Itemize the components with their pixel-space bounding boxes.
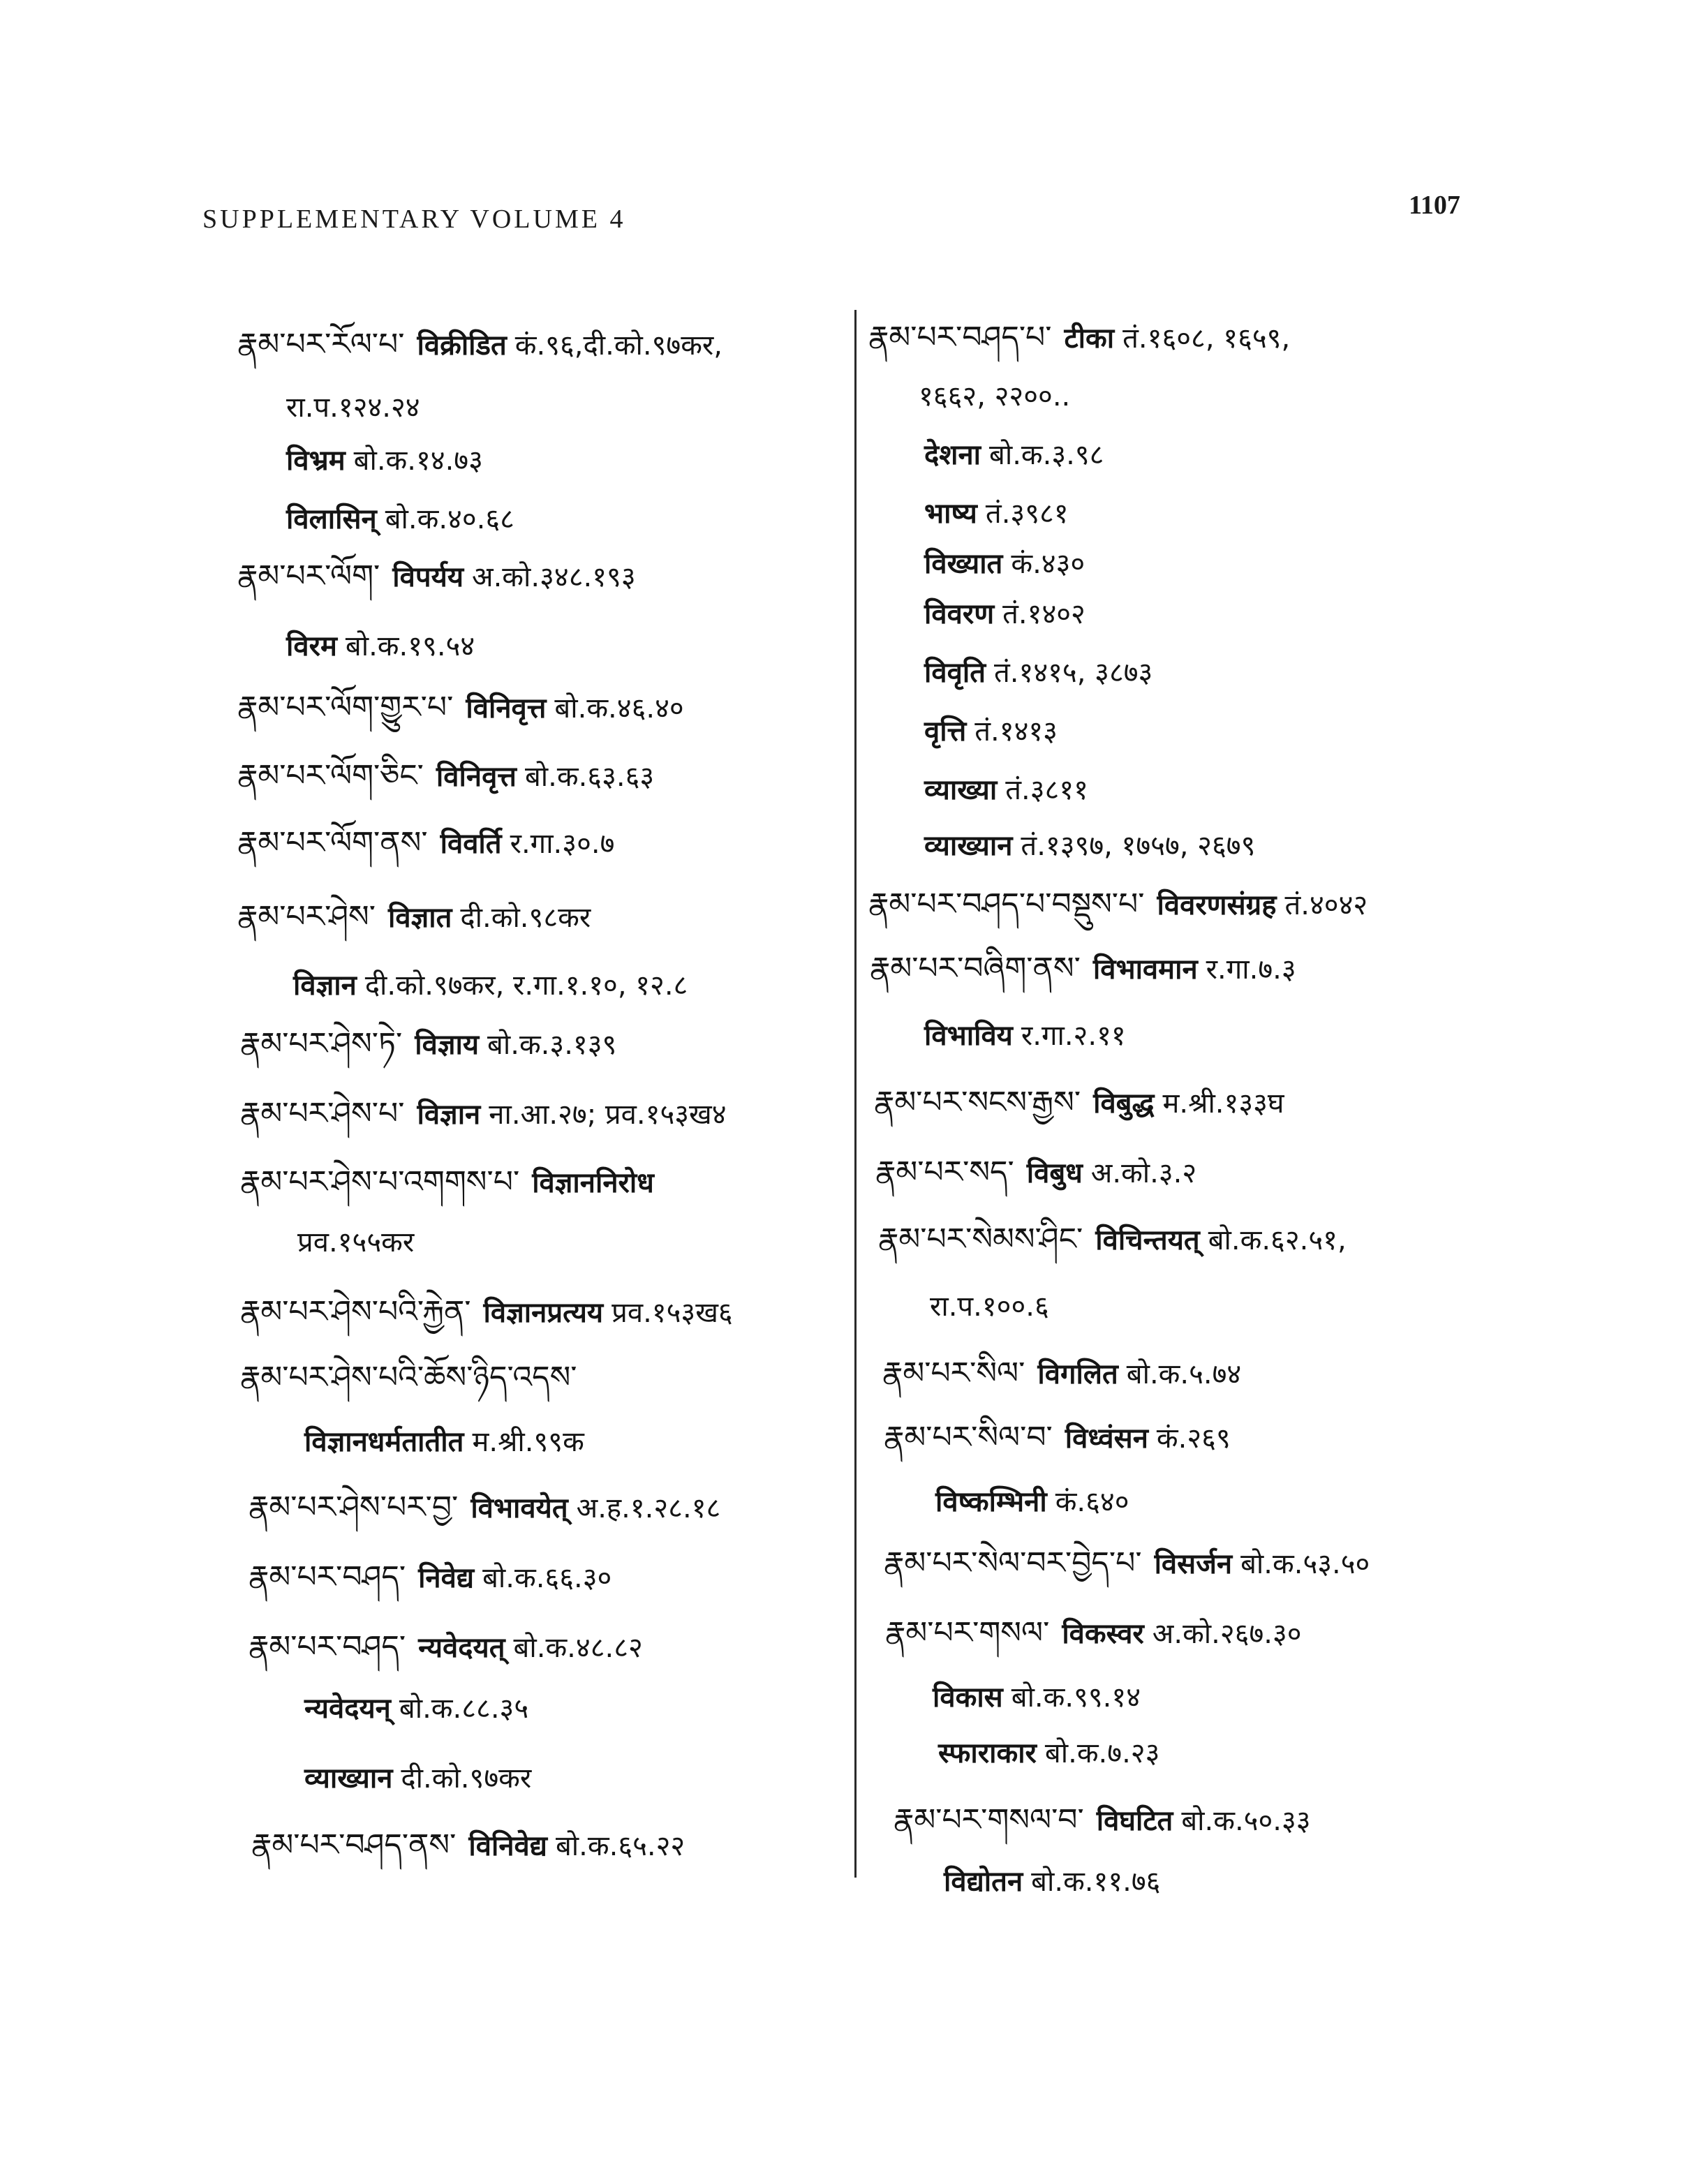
source-reference: बो.क.३.९८ (989, 439, 1104, 471)
dictionary-entry (240, 1293, 733, 1332)
source-reference: दी.को.९८कर (460, 902, 591, 934)
tibetan-headword: རྣམ་པར་ཤེས་ཏེ་ (240, 1026, 403, 1062)
sanskrit-term: भाष्य (924, 498, 977, 530)
source-reference: बो.क.५.७४ (1126, 1358, 1242, 1390)
tibetan-headword: རྣམ་པར་སིལ་ (882, 1355, 1025, 1391)
sanskrit-term: विलासिन् (286, 503, 377, 535)
tibetan-headword: རྣམ་པར་ཤེས་པར་བྱ་ (249, 1490, 459, 1525)
entry-continuation (286, 388, 420, 427)
sanskrit-term: विभ्रम (286, 445, 346, 477)
sanskrit-term: विरम (286, 630, 337, 662)
sanskrit-term: विज्ञात (388, 902, 452, 934)
entry-continuation (286, 627, 475, 666)
entry-continuation (924, 826, 1255, 866)
dictionary-entry (237, 688, 684, 727)
source-reference: अ.को.३.२ (1090, 1157, 1197, 1189)
tibetan-headword: རྣམ་པར་ཤེས་ (237, 899, 376, 935)
sanskrit-term: विज्ञानप्रत्यय (483, 1297, 604, 1329)
dictionary-entry (878, 1220, 1347, 1259)
tibetan-headword: རྣམ་པར་བཤད་པ་བསྡུས་པ་ (868, 886, 1145, 922)
sanskrit-term: विघटित (1096, 1805, 1173, 1837)
source-reference: दी.को.९७कर (401, 1762, 532, 1795)
sanskrit-term: निवेद्य (418, 1562, 475, 1594)
sanskrit-term: विनिवृत्त (466, 692, 547, 725)
source-reference: र.गा.७.३ (1206, 953, 1296, 986)
dictionary-entry (868, 318, 1290, 357)
sanskrit-term: विज्ञाननिरोध (532, 1167, 654, 1199)
dictionary-entry (237, 557, 636, 596)
entry-continuation (304, 1759, 531, 1798)
entry-continuation (924, 712, 1058, 751)
source-reference: तं.४०४२ (1284, 889, 1368, 921)
source-reference: बो.क.५३.५० (1240, 1548, 1370, 1580)
entry-continuation (944, 1862, 1160, 1901)
tibetan-headword: རྣམ་པར་སེམས་ཤིང་ (878, 1221, 1083, 1257)
source-reference: तं.३९८१ (985, 498, 1069, 530)
dictionary-entry (240, 1025, 616, 1064)
tibetan-headword: རྣམ་པར་ལོག་ (237, 558, 380, 594)
sanskrit-term: वृत्ति (924, 715, 967, 748)
tibetan-headword: རྣམ་པར་རོལ་པ་ (237, 327, 405, 362)
sanskrit-term: विक्रीडित (417, 329, 507, 362)
tibetan-headword: རྣམ་པར་བཞིག་ནས་ (870, 951, 1081, 986)
page-number: 1107 (1409, 191, 1460, 220)
dictionary-entry (868, 885, 1367, 924)
source-reference: प्रव.१५५कर (297, 1226, 415, 1258)
entry-continuation (297, 1223, 414, 1262)
dictionary-entry (884, 1418, 1231, 1457)
entry-continuation (919, 377, 1070, 416)
sanskrit-term: विगलित (1037, 1358, 1118, 1390)
sanskrit-term: विभावमान (1092, 953, 1198, 986)
source-reference: कं.२६९ (1156, 1422, 1231, 1455)
sanskrit-term: विवरणसंग्रह (1157, 889, 1277, 921)
sanskrit-term: विज्ञान (293, 970, 357, 1002)
source-reference: म.श्री.१३३घ (1162, 1087, 1284, 1120)
entry-continuation (924, 653, 1152, 692)
tibetan-headword: རྣམ་པར་ཤེས་པའི་ཆོས་ཉིད་འདས་ (240, 1360, 577, 1395)
source-reference: बो.क.४८.८२ (513, 1632, 643, 1664)
sanskrit-term: विवृति (924, 657, 986, 689)
source-reference: रा.प.१००.६ (930, 1291, 1049, 1323)
sanskrit-term: न्यवेदयन् (304, 1693, 391, 1725)
dictionary-entry (884, 1544, 1370, 1583)
tibetan-headword: རྣམ་པར་སིལ་བ་ (884, 1420, 1053, 1455)
source-reference: बो.क.५०.३३ (1181, 1805, 1311, 1837)
sanskrit-term: विपर्यय (392, 561, 464, 593)
sanskrit-term: देशना (924, 439, 981, 471)
source-reference: दी.को.९७कर, र.गा.१.१०, १२.८ (364, 970, 688, 1002)
sanskrit-term: विचिन्तयत् (1095, 1224, 1200, 1256)
tibetan-headword: རྣམ་པར་སེལ་བར་བྱེད་པ་ (884, 1545, 1142, 1581)
sanskrit-term: विबुद्ध (1093, 1087, 1155, 1120)
dictionary-entry (237, 757, 654, 796)
entry-continuation (924, 436, 1104, 475)
source-reference: १६६२, २२००.. (919, 380, 1071, 413)
source-reference: बो.क.४०.६८ (385, 503, 514, 535)
source-reference: ना.आ.२७; प्रव.१५३ख४ (489, 1099, 727, 1131)
tibetan-headword: རྣམ་པར་ལོག་ནས་ (237, 825, 428, 861)
source-reference: तं.१४१३ (974, 715, 1058, 748)
source-reference: बो.क.१४.७३ (353, 445, 483, 477)
sanskrit-term: व्याख्या (924, 774, 998, 806)
source-reference: कं.६४० (1055, 1486, 1129, 1518)
source-reference: तं.३८११ (1005, 774, 1088, 806)
entry-continuation (924, 771, 1088, 810)
source-reference: बो.क.१९.५४ (345, 630, 475, 662)
sanskrit-term: विज्ञानधर्मतातीत (304, 1426, 464, 1458)
sanskrit-term: विबुध (1026, 1157, 1083, 1189)
entry-continuation (924, 494, 1069, 533)
dictionary-entry (240, 1163, 662, 1202)
tibetan-headword: རྣམ་པར་ལོག་ཅིང་ (237, 758, 424, 794)
dictionary-entry (237, 824, 614, 863)
entry-continuation (304, 1422, 584, 1462)
entry-continuation (293, 966, 688, 1005)
dictionary-entry (249, 1488, 720, 1527)
tibetan-headword: རྣམ་པར་བཤད་ (249, 1559, 406, 1595)
entry-continuation (938, 1734, 1159, 1773)
tibetan-headword: རྣམ་པར་ལོག་གྱུར་པ་ (237, 690, 454, 725)
entry-continuation (304, 1689, 528, 1728)
source-reference: तं.१४०२ (1002, 598, 1085, 630)
dictionary-entry (240, 1094, 727, 1134)
sanskrit-term: विभाविय (924, 1020, 1013, 1052)
tibetan-headword: རྣམ་པར་བཤད་ (249, 1629, 406, 1665)
source-reference: बो.क.६५.२२ (555, 1830, 685, 1862)
source-reference: रा.प.१२४.२४ (286, 392, 420, 424)
source-reference: बो.क.६२.५१, (1208, 1224, 1347, 1256)
sanskrit-term: विख्यात (924, 548, 1003, 580)
entry-continuation (935, 1483, 1129, 1522)
sanskrit-term: विनिवेद्य (468, 1830, 547, 1862)
dictionary-entry (882, 1354, 1241, 1393)
source-reference: बो.क.७.२३ (1044, 1737, 1160, 1769)
sanskrit-term: विकास (933, 1681, 1003, 1714)
sanskrit-term: विवर्ति (440, 828, 502, 860)
source-reference: कं.९६,दी.को.९७कर, (514, 329, 723, 362)
source-reference: र.गा.३०.७ (510, 828, 615, 860)
source-reference: अ.को.२६७.३० (1152, 1618, 1302, 1650)
sanskrit-term: विकस्वर (1062, 1618, 1144, 1650)
dictionary-entry (249, 1628, 643, 1667)
source-reference: म.श्री.९९क (472, 1426, 584, 1458)
dictionary-entry (237, 325, 722, 364)
tibetan-headword: རྣམ་པར་གསལ་ (885, 1615, 1050, 1651)
sanskrit-term: विनिवृत्त (436, 761, 517, 793)
source-reference: तं.१४१५, ३८७३ (994, 657, 1153, 689)
sanskrit-term: विज्ञान (417, 1099, 481, 1131)
sanskrit-term: विसर्जन (1154, 1548, 1233, 1580)
entry-continuation (286, 441, 483, 480)
source-reference: बो.क.८८.३५ (399, 1693, 529, 1725)
sanskrit-term: विभावयेत् (470, 1492, 568, 1524)
tibetan-headword: རྣམ་པར་ཤེས་པའི་རྐྱེན་ (240, 1294, 471, 1330)
tibetan-headword: རྣམ་པར་བཤད་ནས་ (251, 1827, 457, 1863)
column-divider (854, 310, 857, 1878)
source-reference: कं.४३० (1011, 548, 1085, 580)
entry-continuation (924, 595, 1085, 634)
running-title: SUPPLEMENTARY VOLUME 4 (202, 205, 626, 234)
entry-continuation (930, 1287, 1049, 1326)
source-reference: बो.क.९९.१४ (1011, 1681, 1141, 1714)
dictionary-entry (237, 898, 591, 937)
dictionary-entry (894, 1801, 1311, 1840)
tibetan-headword: རྣམ་པར་སངས་རྒྱས་ (874, 1085, 1081, 1120)
sanskrit-term: विज्ञाय (415, 1029, 480, 1061)
tibetan-headword: རྣམ་པར་ཤེས་པ་ (240, 1096, 405, 1131)
sanskrit-term: विष्कम्भिनी (935, 1486, 1047, 1518)
source-reference: बो.क.३.१३९ (487, 1029, 617, 1061)
dictionary-entry (874, 1083, 1284, 1122)
source-reference: बो.क.६६.३० (482, 1562, 612, 1594)
dictionary-entry (885, 1614, 1302, 1653)
source-reference: बो.क.११.७६ (1031, 1866, 1161, 1898)
entry-continuation (924, 544, 1085, 584)
dictionary-entry (875, 1153, 1196, 1192)
sanskrit-term: टीका (1064, 322, 1115, 355)
entry-continuation (924, 1016, 1126, 1055)
source-reference: र.गा.२.११ (1021, 1020, 1126, 1052)
source-reference: अ.ह.१.२८.१८ (576, 1492, 721, 1524)
source-reference: तं.१३९७, १७५७, २६७९ (1021, 830, 1256, 862)
dictionary-entry (870, 949, 1296, 988)
sanskrit-term: विवरण (924, 598, 995, 630)
source-reference: बो.क.६३.६३ (524, 761, 655, 793)
source-reference: तं.१६०८, १६५९, (1122, 322, 1291, 355)
dictionary-entry (249, 1558, 611, 1597)
sanskrit-term: विध्वंसन (1065, 1422, 1148, 1455)
source-reference: प्रव.१५३ख६ (611, 1297, 733, 1329)
entry-continuation (286, 500, 514, 539)
tibetan-headword: རྣམ་པར་ཤེས་པ་འགགས་པ་ (240, 1164, 520, 1200)
tibetan-headword: རྣམ་པར་གསལ་བ་ (894, 1802, 1084, 1838)
sanskrit-term: व्याख्यान (304, 1762, 393, 1795)
right-column (860, 0, 1628, 2184)
tibetan-headword: རྣམ་པར་སད་ (875, 1154, 1014, 1190)
source-reference: अ.को.३४८.१९३ (472, 561, 636, 593)
source-reference: बो.क.४६.४० (554, 692, 684, 725)
dictionary-entry (240, 1358, 590, 1397)
sanskrit-term: विद्योतन (944, 1866, 1023, 1898)
entry-continuation (933, 1678, 1141, 1717)
dictionary-entry (251, 1826, 685, 1865)
sanskrit-term: स्फाराकार (938, 1737, 1037, 1769)
sanskrit-term: न्यवेदयत् (418, 1632, 505, 1664)
sanskrit-term: व्याख्यान (924, 830, 1013, 862)
tibetan-headword: རྣམ་པར་བཤད་པ་ (868, 320, 1052, 355)
